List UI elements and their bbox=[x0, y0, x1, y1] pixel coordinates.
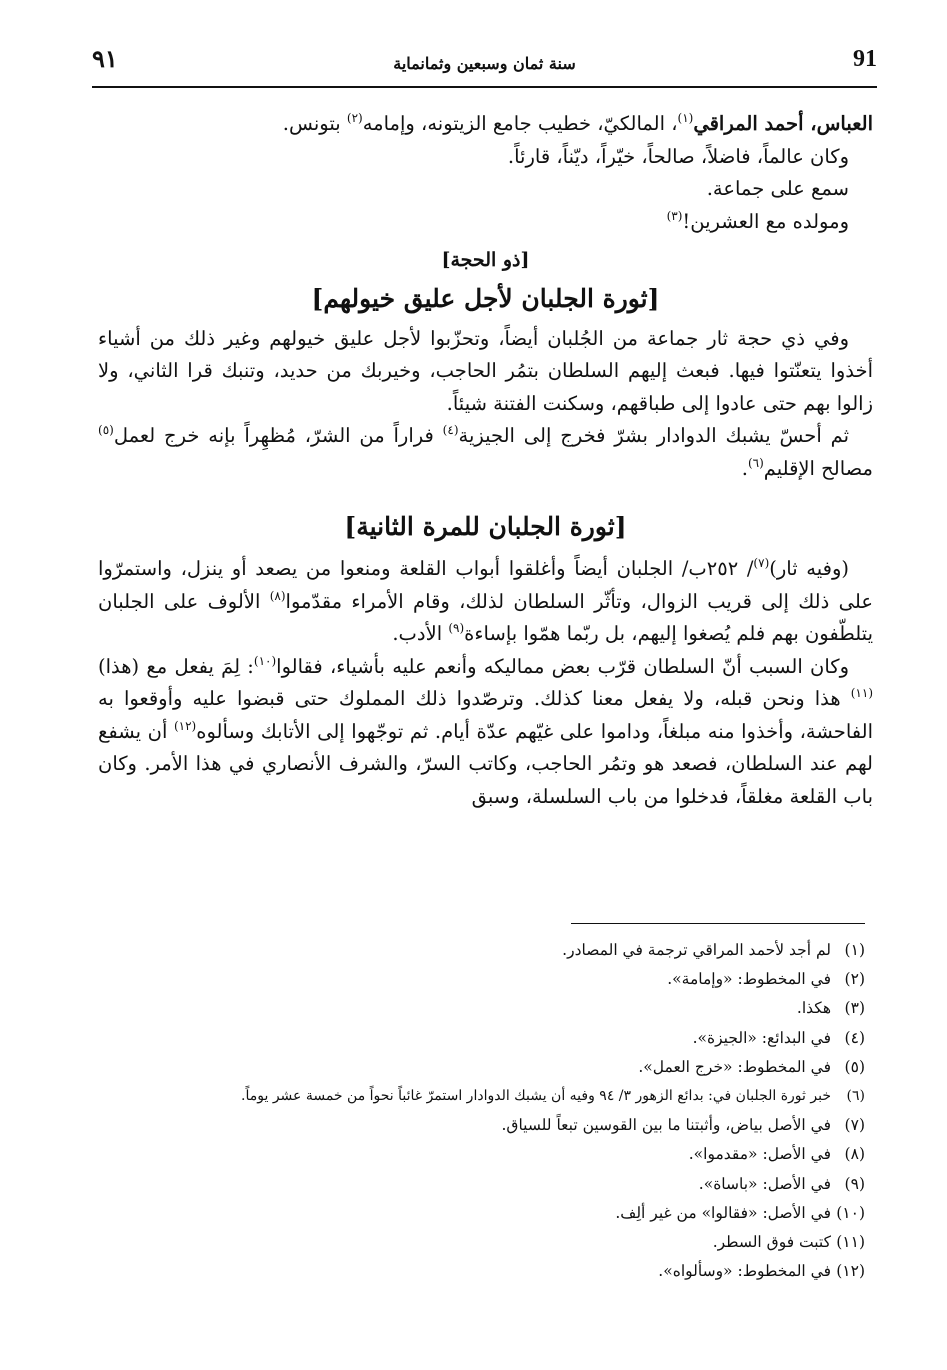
footnote-number: (٤) bbox=[844, 1028, 865, 1047]
text-run: ومولده مع العشرين! bbox=[682, 209, 849, 233]
footnote-number: (٣) bbox=[844, 999, 865, 1018]
footnote-text: في الأصل: «مقدموا». bbox=[688, 1145, 831, 1164]
text-run: هذا ونحن قبله، ولا يفعل معنا كذلك. وترصّدوا ذلك المملوك حتى قبضوا عليه وأوقعوا به الفاحشة، وأخذوا منه مبلغاً، وداموا على غيّهم عدّة أيام. ثم توجّهوا إلى الأتابك وسألوه bbox=[98, 687, 874, 743]
text-run: وكان السبب أنّ السلطان قرّب بعض مماليكه وأنعم عليه بأشياء، فقالوا bbox=[276, 654, 849, 678]
footnote-text: في الأصل: «باساة». bbox=[698, 1174, 831, 1193]
paragraph bbox=[98, 553, 873, 651]
text-run: الألوف على الجلبان يتلطّفون بهم فلم يُصغوا إليهم، بل ربّما همّوا بإساءة bbox=[98, 589, 873, 645]
running-title: سنة ثمان وسبعين وثمانماية bbox=[393, 54, 576, 73]
footnote-number: (١٠) bbox=[836, 1203, 865, 1222]
paragraph bbox=[98, 420, 873, 485]
footnote-number: (٩) bbox=[844, 1174, 865, 1193]
footnote-text: في المخطوط: «خرج العمل». bbox=[638, 1057, 831, 1076]
text-run: ثم أحسّ يشبك الدوادار بشرّ فخرج إلى الجيزية bbox=[458, 424, 850, 447]
footnote-text: في المخطوط: «وسألواه». bbox=[658, 1262, 831, 1281]
footnote bbox=[85, 1257, 865, 1286]
footnote-number: (١) bbox=[844, 941, 865, 959]
footnote-ref[interactable]: (٧) bbox=[753, 556, 770, 570]
text-run: فراراً من الشرّ، مُظهِراً بإنه خرج لعمل bbox=[113, 424, 443, 447]
footnote-text: في البدائع: «الجيزة». bbox=[692, 1028, 831, 1047]
text-run: العباس، أحمد المراقي bbox=[693, 112, 873, 135]
footnote bbox=[85, 965, 865, 994]
footnote bbox=[85, 1170, 865, 1199]
footnote-text: هكذا. bbox=[796, 999, 831, 1018]
footnote-ref[interactable]: (٦) bbox=[747, 455, 764, 470]
footnote-number: (٥) bbox=[844, 1057, 865, 1076]
text-run: بتونس. bbox=[282, 112, 347, 135]
paragraph bbox=[98, 108, 873, 141]
section-heading: [ثورة الجلبان للمرة الثانية] bbox=[344, 512, 627, 541]
footnote-ref[interactable]: (٨) bbox=[269, 588, 286, 603]
footnote bbox=[85, 1199, 865, 1228]
footnotes bbox=[85, 936, 865, 1286]
footnote-number: (٨) bbox=[844, 1145, 865, 1164]
footnote-ref[interactable]: (١١) bbox=[850, 686, 873, 700]
footnote-number: (١٢) bbox=[836, 1262, 865, 1281]
paragraph: وكان عالماً، فاضلاً، صالحاً، خيّراً، ديّناً، قارئاً. bbox=[507, 144, 849, 168]
paragraph: وفي ذي حجة ثار جماعة من الجُلبان أيضاً، وتحزّبوا لأجل عليق خيولهم وغير ذلك من أشياء أخذوا يتعنّتوا فيها. فبعث إليهم السلطان بتمُر الحاجب، وخيربك من حديد، وتنبك قرا الثاني، ولا زالوا بهم حتى عادوا إلى طباقهم، وسكنت الفتنة شيئاً. bbox=[98, 326, 873, 415]
text-run: مصالح الإقليم bbox=[763, 456, 873, 480]
footnote-text: في المخطوط: «وإمامة». bbox=[667, 970, 831, 989]
footnote-number: (٧) bbox=[844, 1116, 865, 1135]
footnote-ref[interactable]: (١٠) bbox=[253, 653, 277, 668]
footnote bbox=[85, 1140, 865, 1169]
footnote-separator bbox=[571, 923, 865, 924]
text-run: (وفيه ثار) bbox=[769, 557, 849, 580]
text-run: أن يشفع لهم عند السلطان، فصعد هو وتمُر الحاجب، وكاتب السرّ، والشرف الأنصاري في هذا الأمر. وكان باب القلعة مغلقاً، فدخلوا من باب السلسلة، وسبق bbox=[98, 719, 873, 808]
footnote-text: كتبت فوق السطر. bbox=[712, 1233, 831, 1252]
footnote-text: في الأصل بياض، وأثبتنا ما بين القوسين تبعاً للسياق. bbox=[501, 1116, 831, 1135]
text-run: : لِمَ يفعل مع (هذا) bbox=[98, 654, 254, 678]
footnote-ref[interactable]: (٥) bbox=[98, 423, 114, 437]
page-number-arabic: ٩١ bbox=[92, 44, 118, 73]
footnote-ref[interactable]: (٩) bbox=[448, 621, 465, 635]
text-run: ، المالكيّ، خطيب جامع الزيتونه، وإمامه bbox=[362, 112, 678, 135]
footnote-number: (١١) bbox=[836, 1233, 865, 1252]
footnote-text: خبر ثورة الجلبان في: بدائع الزهور ٣/ ٩٤ وفيه أن يشبك الدوادار استمرّ غائباً نحواً من خمسة عشر يوماً. bbox=[241, 1088, 831, 1105]
footnote-ref[interactable]: (١٢) bbox=[173, 718, 197, 733]
footnote-ref[interactable]: (٣) bbox=[666, 208, 683, 223]
header-rule bbox=[92, 86, 877, 88]
page-number-latin: 91 bbox=[853, 46, 877, 72]
footnote-text: لم أجد لأحمد المراقي ترجمة في المصادر. bbox=[562, 941, 831, 959]
month-heading: [ذو الحجة] bbox=[441, 249, 530, 271]
footnote bbox=[85, 1024, 865, 1053]
paragraph: سمع على جماعة. bbox=[706, 177, 849, 200]
footnote bbox=[85, 994, 865, 1023]
footnote-ref[interactable]: (٢) bbox=[346, 111, 363, 125]
footnote bbox=[85, 1082, 865, 1111]
text-run: / ٢٥٢ب/ الجلبان أيضاً وأغلقوا أبواب القلعة ومنعوا من يصعد أو ينزل، واستمرّوا على ذلك إلى قريب الزوال، وتأثّر السلطان لذلك، وقام الأمراء مقدّموا bbox=[98, 557, 873, 613]
main-text bbox=[98, 108, 873, 813]
text-run: الأدب. bbox=[392, 622, 449, 645]
section-heading: [ثورة الجلبان لأجل عليق خيولهم] bbox=[311, 283, 660, 313]
footnote-number: (٢) bbox=[844, 970, 865, 989]
text-run: . bbox=[741, 456, 748, 480]
footnote bbox=[85, 1053, 865, 1082]
footnote bbox=[85, 936, 865, 965]
footnote-ref[interactable]: (١) bbox=[677, 111, 694, 125]
paragraph bbox=[98, 206, 873, 239]
footnote bbox=[85, 1228, 865, 1257]
footnote-ref[interactable]: (٤) bbox=[442, 423, 459, 437]
footnote-text: في الأصل: «فقالوا» من غير ألِف. bbox=[615, 1203, 831, 1222]
page-header bbox=[92, 44, 877, 84]
footnote bbox=[85, 1111, 865, 1140]
footnote-number: (٦) bbox=[846, 1088, 865, 1105]
paragraph bbox=[98, 651, 873, 814]
